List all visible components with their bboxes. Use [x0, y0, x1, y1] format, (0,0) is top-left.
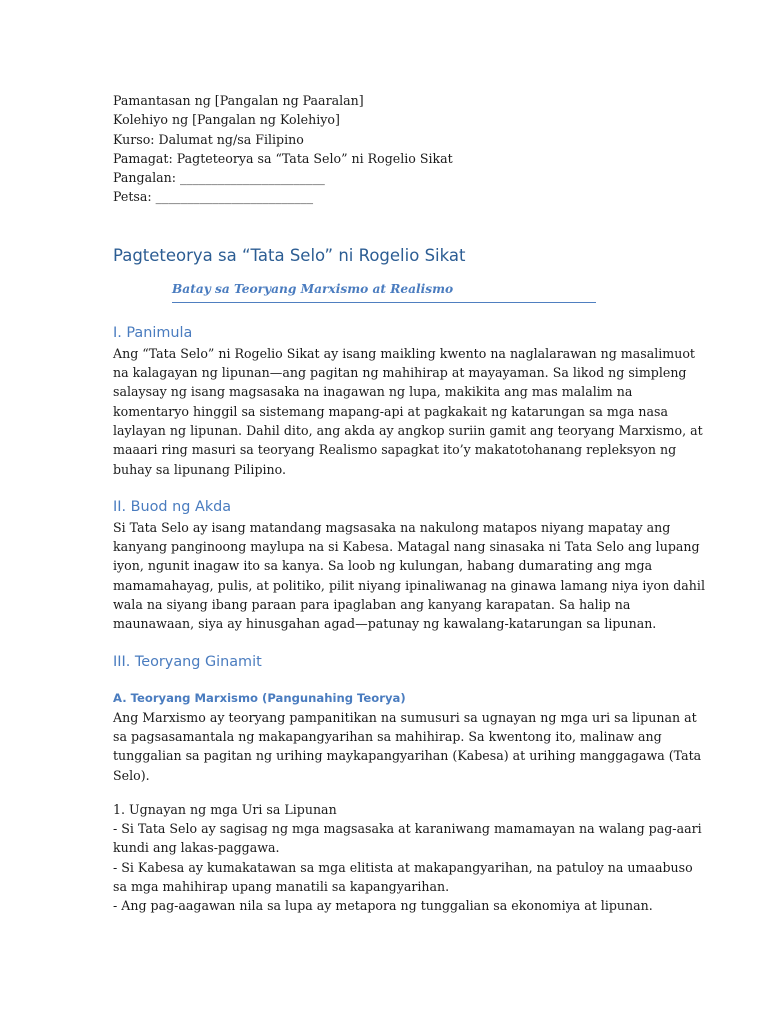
paragraph-line: Selo).: [113, 767, 150, 783]
paragraph-line: tunggalian sa pagitan ng urihing maykapangyarihan (Kabesa) at urihing manggagawa (Tata: [113, 748, 702, 764]
paragraph-line: Si Tata Selo ay isang matandang magsasaka na nakulong matapos niyang mapatay ang: [113, 519, 671, 535]
header-title: Pamagat: Pagteteorya sa “Tata Selo” ni Rogelio Sikat: [113, 150, 453, 166]
class-relations-list: [113, 800, 702, 916]
paragraph-line: komentaryo hinggil sa sistemang mapang-api at pagkakait ng katarungan sa mga nasa: [113, 403, 669, 419]
paragraph-line: kanyang panginoong maylupa na si Kabesa. Matagal nang sinasaka ni Tata Selo ang lupang: [113, 539, 700, 555]
paragraph-line: mamamahayag, pulis, at politiko, pilit niyang ipinaliwanag na ginawa lamang niya iyon dahil: [113, 577, 705, 593]
paragraph-panimula: [113, 344, 703, 479]
list-item: - Ang pag-aagawan nila sa lupa ay metapora ng tunggalian sa ekonomiya at lipunan.: [113, 898, 653, 914]
document-page: [113, 91, 705, 916]
paragraph-line: Ang “Tata Selo” ni Rogelio Sikat ay isang maikling kwento na naglalarawan ng masalimuot: [113, 345, 695, 361]
paragraph-line: wala na siyang ibang paraan para ipaglaban ang kanyang karapatan. Sa halip na: [113, 597, 631, 613]
paragraph-line: na kalagayan ng lipunan—ang pagitan ng mahihirap at mayayaman. Sa likod ng simpleng: [113, 365, 687, 381]
paragraph-line: sa pagsasamantala ng makapangyarihan sa mahihirap. Sa kwentong ito, malinaw ang: [113, 728, 662, 744]
list-item: - Si Tata Selo ay sagisag ng mga magsasaka at karaniwang mamamayan na walang pag-aari: [113, 821, 702, 837]
list-item: - Si Kabesa ay kumakatawan sa mga elitista at makapangyarihan, na patuloy na umaabuso: [113, 859, 693, 875]
paragraph-line: salaysay ng isang magsasaka na inagawan ng lupa, makikita ang mas malalim na: [113, 384, 633, 400]
document-title: Pagteteorya sa “Tata Selo” ni Rogelio Sikat: [113, 245, 466, 265]
header-university: Pamantasan ng [Pangalan ng Paaralan]: [113, 93, 364, 108]
paragraph-line: Ang Marxismo ay teoryang pampanitikan na sumusuri sa ugnayan ng mga uri sa lipunan at: [113, 709, 697, 725]
header-course: Kurso: Dalumat ng/sa Filipino: [113, 131, 304, 147]
subsection-heading-marxismo: A. Teoryang Marxismo (Pangunahing Teorya): [113, 690, 406, 705]
section-heading-panimula: I. Panimula: [113, 324, 193, 341]
paragraph-line: laylayan ng lipunan. Dahil dito, ang akda ay angkop suriin gamit ang teoryang Marxismo, at: [113, 422, 703, 438]
paragraph-line: maaari ring masuri sa teoryang Realismo sapagkat ito’y makatotohanang repleksyon ng: [113, 442, 677, 458]
list-heading: 1. Ugnayan ng mga Uri sa Lipunan: [113, 801, 337, 817]
paragraph-line: maunawaan, siya ay hinusgahan agad—patunay ng kawalang-katarungan sa lipunan.: [113, 616, 657, 632]
section-heading-buod: II. Buod ng Akda: [113, 498, 232, 515]
paragraph-line: iyon, ngunit inagaw ito sa kanya. Sa loob ng kulungan, habang dumarating ang mga: [113, 558, 653, 574]
document-subtitle: Batay sa Teoryang Marxismo at Realismo: [172, 281, 454, 296]
list-item-continuation: sa mga mahihirap upang manatili sa kapangyarihan.: [113, 879, 450, 895]
list-item-continuation: kundi ang lakas-paggawa.: [113, 840, 280, 856]
header-date-field: Petsa: _________________________: [113, 189, 314, 205]
paragraph-buod: [113, 518, 705, 634]
paragraph-marxismo: [113, 708, 702, 785]
subtitle-container: [172, 280, 596, 303]
header-college: Kolehiyo ng [Pangalan ng Kolehiyo]: [113, 112, 340, 128]
section-heading-teorya: III. Teoryang Ginamit: [113, 653, 262, 670]
header-name-field: Pangalan: _______________________: [113, 170, 325, 186]
paragraph-line: buhay sa lipunang Pilipino.: [113, 461, 287, 477]
document-header: [113, 91, 658, 207]
